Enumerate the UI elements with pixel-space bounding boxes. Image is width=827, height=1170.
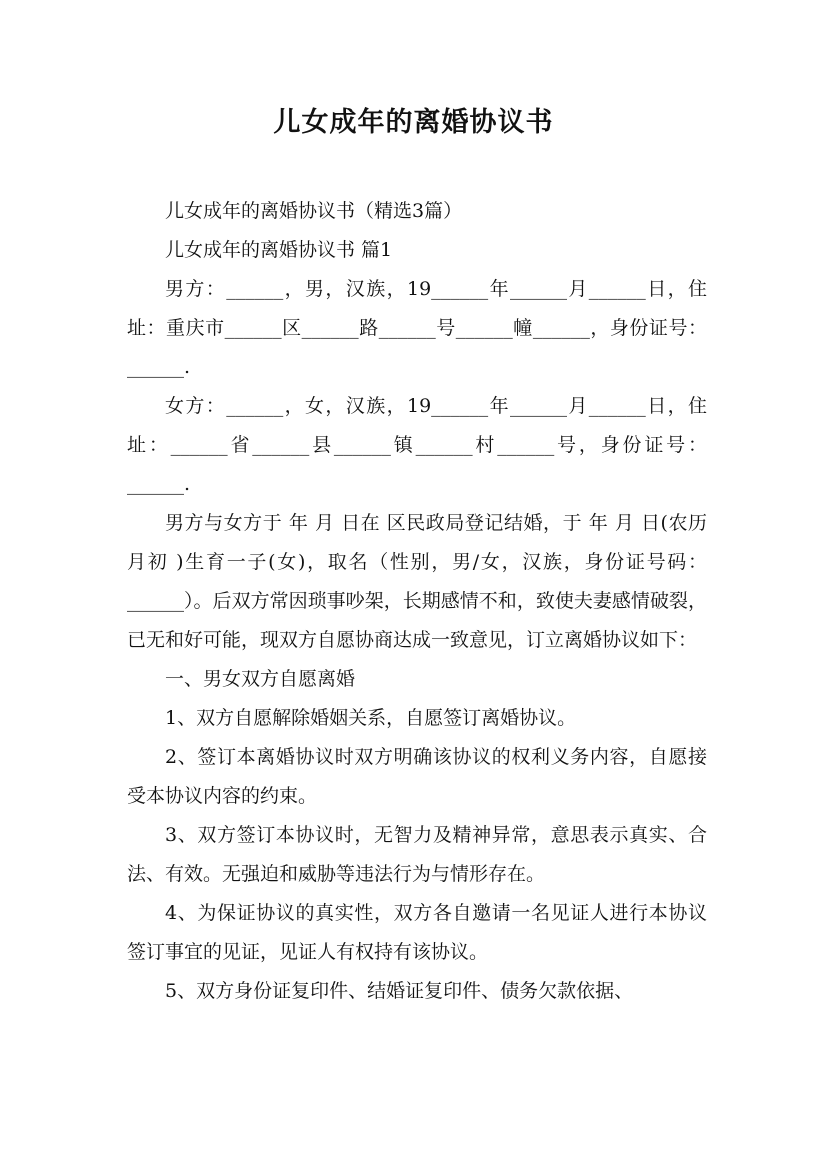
paragraph-clause-heading: 一、男女双方自愿离婚 (165, 668, 356, 690)
paragraph-item-1: 1、双方自愿解除婚姻关系，自愿签订离婚协议。 (165, 707, 577, 729)
document-title: 儿女成年的离婚协议书 (273, 107, 554, 138)
paragraph-item-2: 2、签订本离婚协议时双方明确该协议的权利义务内容，自愿接受本协议内容的约束。 (127, 746, 707, 807)
paragraph-subtitle: 儿女成年的离婚协议书（精选3篇） (165, 200, 463, 222)
paragraph-husband-info: 男方：______，男，汉族，19______年______月______日，住址：重庆市______区______路______号______幢______，身份证号：______. (127, 278, 707, 378)
paragraph-item-4: 4、为保证协议的真实性，双方各自邀请一名见证人进行本协议签订事宜的见证，见证人有权持有该协议。 (127, 902, 707, 963)
paragraph-section-heading: 儿女成年的离婚协议书 篇1 (165, 239, 393, 261)
paragraph-item-5: 5、双方身份证复印件、结婚证复印件、债务欠款依据、 (165, 980, 634, 1002)
paragraph-wife-info: 女方：______，女，汉族，19______年______月______日，住址：______省______县______镇______村______号，身份证号：______. (127, 395, 707, 495)
document-body (127, 192, 707, 1011)
paragraph-background: 男方与女方于 年 月 日在 区民政局登记结婚，于 年 月 日(农历 月初 )生育一子(女)，取名（性别，男/女，汉族，身份证号码：______）。后双方常因琐事吵架，长期感情不和，致使夫妻感情破裂，已无和好可能，现双方自愿协商达成一致意见，订立离婚协议如下： (127, 512, 707, 651)
paragraph-item-3: 3、双方签订本协议时，无智力及精神异常，意思表示真实、合法、有效。无强迫和威胁等违法行为与情形存在。 (127, 824, 707, 885)
